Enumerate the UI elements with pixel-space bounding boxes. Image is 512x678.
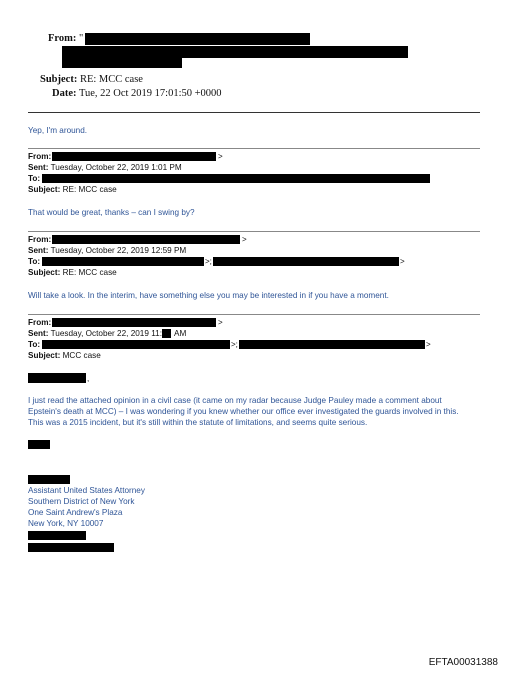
msg3-subject-value: MCC case — [62, 351, 101, 360]
msg2-to-gt-2: > — [400, 257, 405, 266]
msg3-divider — [28, 314, 480, 315]
msg2-from-gt: > — [242, 235, 247, 244]
top-subject-label: Subject: — [40, 74, 78, 85]
redaction-msg2-to-2 — [213, 257, 399, 266]
redaction-salutation — [28, 373, 86, 383]
top-from-label: From: — [48, 33, 77, 44]
redaction-msg3-to-1 — [42, 340, 230, 349]
header-divider — [28, 112, 480, 113]
top-subject-line — [40, 74, 143, 85]
msg2-to-label: To: — [28, 257, 41, 266]
msg2-subject-label: Subject: — [28, 268, 61, 277]
msg1-sent-value: Tuesday, October 22, 2019 1:01 PM — [50, 163, 182, 172]
top-date-label: Date: — [52, 88, 77, 99]
msg2-from-label: From: — [28, 235, 52, 244]
msg1-divider — [28, 148, 480, 149]
redaction-msg3-sent-time — [162, 329, 171, 338]
msg1-subject-label: Subject: — [28, 185, 61, 194]
msg3-subject-label: Subject: — [28, 351, 61, 360]
top-date-value: Tue, 22 Oct 2019 17:01:50 +0000 — [78, 88, 222, 99]
msg2-subject-value: RE: MCC case — [62, 268, 117, 277]
top-from-prefix: " — [79, 33, 84, 44]
msg2-from-line — [28, 235, 51, 244]
sig-title: Assistant United States Attorney — [28, 486, 145, 495]
msg3-body-line-2: Epstein's death at MCC) – I was wondering if you knew whether our office ever investigated the guards involved in this. — [28, 407, 459, 416]
msg2-sent-value: Tuesday, October 22, 2019 12:59 PM — [50, 246, 187, 255]
redaction-msg1-from — [52, 152, 216, 161]
msg3-from-line — [28, 318, 51, 327]
msg2-subject-line — [28, 268, 117, 277]
msg3-body-line-1: I just read the attached opinion in a civil case (it came on my radar because Judge Pauley made a comment about — [28, 396, 442, 405]
redaction-sig-phone-1 — [28, 531, 86, 540]
msg1-sent-line — [28, 163, 182, 172]
msg3-to-line — [28, 340, 40, 349]
msg2-to-gt-1: >; — [205, 257, 212, 266]
sig-office: Southern District of New York — [28, 497, 135, 506]
redaction-top-from-2 — [62, 46, 408, 58]
sig-address-1: One Saint Andrew's Plaza — [28, 508, 123, 517]
msg2-sent-line — [28, 246, 186, 255]
msg2-sent-label: Sent: — [28, 246, 49, 255]
msg1-to-label: To: — [28, 174, 41, 183]
msg3-body-line-3: This was a 2015 incident, but it's still within the statute of limitations, and seems quite serious. — [28, 418, 368, 427]
top-subject-value: RE: MCC case — [79, 74, 143, 85]
msg1-sent-label: Sent: — [28, 163, 49, 172]
redaction-msg2-from — [52, 235, 240, 244]
msg1-from-line — [28, 152, 51, 161]
redaction-top-from — [85, 33, 310, 45]
msg3-to-label: To: — [28, 340, 41, 349]
msg3-from-gt: > — [218, 318, 223, 327]
top-from-line — [48, 33, 83, 44]
msg3-sent-value-suffix: AM — [174, 329, 187, 338]
redaction-msg2-to-1 — [42, 257, 204, 266]
msg3-sent-value-prefix: Tuesday, October 22, 2019 11: — [50, 329, 162, 338]
msg2-to-line — [28, 257, 40, 266]
msg1-subject-line — [28, 185, 117, 194]
msg1-from-label: From: — [28, 152, 52, 161]
msg2-divider — [28, 231, 480, 232]
redaction-sig-name — [28, 475, 70, 484]
document-id: EFTA00031388 — [428, 657, 498, 668]
msg2-body: Will take a look. In the interim, have something else you may be interested in if you have a moment. — [28, 291, 389, 300]
msg3-to-gt-1: >; — [231, 340, 238, 349]
redaction-signoff — [28, 440, 50, 449]
msg1-to-line — [28, 174, 40, 183]
reply-text: Yep, I'm around. — [28, 126, 88, 135]
redaction-top-from-3 — [62, 58, 182, 68]
msg1-body: That would be great, thanks – can I swing by? — [28, 208, 195, 217]
salutation-comma: , — [87, 374, 90, 383]
msg1-subject-value: RE: MCC case — [62, 185, 117, 194]
top-date-line — [52, 88, 222, 99]
redaction-msg3-to-2 — [239, 340, 425, 349]
msg3-subject-line — [28, 351, 101, 360]
redaction-sig-phone-2 — [28, 543, 114, 552]
msg3-sent-line — [28, 329, 162, 338]
sig-address-2: New York, NY 10007 — [28, 519, 104, 528]
redaction-msg1-to — [42, 174, 430, 183]
redaction-msg3-from — [52, 318, 216, 327]
msg3-from-label: From: — [28, 318, 52, 327]
msg1-from-gt: > — [218, 152, 223, 161]
msg3-sent-label: Sent: — [28, 329, 49, 338]
msg3-to-gt-2: > — [426, 340, 431, 349]
